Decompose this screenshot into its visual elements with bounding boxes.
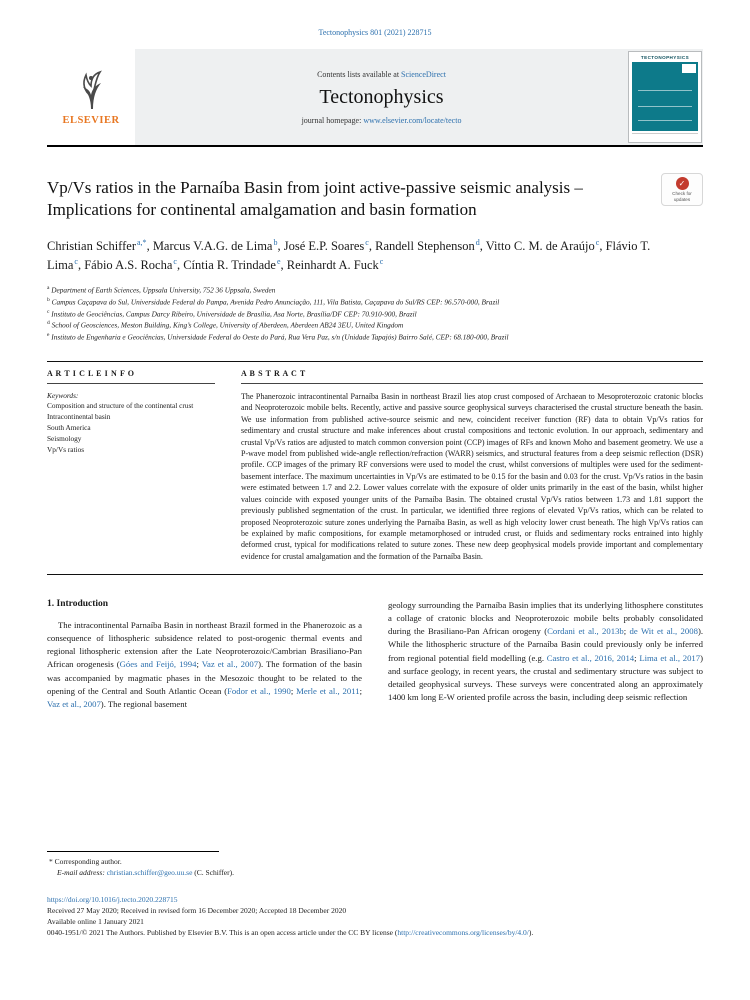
journal-header-banner: [47, 49, 703, 145]
body-two-columns: [47, 599, 703, 710]
author-affiliation-superscript[interactable]: c: [379, 256, 384, 266]
corresponding-author-note: * Corresponding author.: [49, 857, 122, 866]
author-affiliation-superscript[interactable]: a,*: [137, 237, 147, 247]
email-link[interactable]: christian.schiffer@geo.uu.se: [106, 868, 193, 878]
sciencedirect-link[interactable]: ScienceDirect: [401, 69, 446, 79]
journal-homepage-link[interactable]: www.elsevier.com/locate/tecto: [363, 115, 462, 125]
footnote-block: [47, 851, 703, 879]
author-affiliation-superscript[interactable]: b: [273, 237, 278, 247]
citation-link[interactable]: Lima et al., 2017: [639, 652, 701, 663]
intro-paragraph-left: The intracontinental Parnaíba Basin in northeast Brazil formed in the Phanerozoic as a consequence of lithospheric subsidence related to post-orogenic thermal events and regional lithospheric extension after the Late Neoproterozoic/Cambrian Brasiliano-Pan African orogenesis (Góes and Feijó, 1994; Vaz et al., 2007). The formation of the basin was accompanied by magmatic phases in the Mesozoic thought to be related to the opening of the Central and South Atlantic Ocean (Fodor et al., 1990; Merle et al., 2011; Vaz et al., 2007). The regional basement: [47, 620, 363, 709]
check-for-updates-label: Check for updates: [672, 191, 692, 202]
abstract-text: The Phanerozoic intracontinental Parnaíba Basin in northeast Brazil lies atop crust composed of Archaean to Mesoproterozoic cratonic blocks and Neoproterozoic mobile belts. Recently, active and passive source geophysical surveys characterised the crustal structure beneath the basin. We use information from published active-source seismic and new, coincident receiver function (RF) data to obtain Vp/Vs ratios for sedimentary and crustal structure and make inferences about crustal compositions and tectonic evolution. In our approach, sedimentary and crustal Vp/Vs ratios are adjusted to match common conversion point (CCP) images of RFs and known Moho and basement geometry. We use a P-wave model from published wide-angle reflection/refraction (WARR) seismics, and structural features from a deep seismic reflection (DSR) profile. CCP images of the primary RF conversions were used to model the crust, whilst conversions of multiples were used for the sediment-basement interface. The maximum uncertainties in Vp/Vs are estimated to be 0.15 for the basin and 0.03 for the crust. Vp/Vs ratios in the basin were estimated between 1.7 and 2.2. Lower values correlate with the exposure of older units primarily in the east of the basin, whilst higher values coincide with exposed younger units of the Parnaíba Basin. The obtained crustal Vp/Vs ratios between 1.73 and 1.81 support the previously published segmentation of the crust. In particular, we identified three regions of elevated Vp/Vs ratios, which can be related to proposed Neoproterozoic suture zones underlying the Parnaíba Basin, as well as high velocity lower crust beneath. The high Vp/Vs ratios can be explained by mafic compositions, for example metamorphosed or intruded crust, or fluids and sedimentary rocks entrained into highly deformed crust, typical for modifications related to suture zones. These new deep geophysical models provide important and complementary evidence for crustal amalgamation and the formation of the Parnaíba Basin.: [241, 391, 703, 561]
keywords-list: Composition and structure of the continental crust Intracontinental basin South America Seismology Vp/Vs ratios: [47, 400, 194, 454]
citation-link[interactable]: Fodor et al., 1990: [227, 685, 291, 696]
header-center: [135, 49, 628, 145]
contents-line: [317, 70, 446, 79]
homepage-prefix-text: journal homepage:: [301, 115, 364, 125]
author-list: Christian Schiffer$^{a,*}$, Marcus V.A.G. de Lima$^b$, José E.P. Soares$^c$, Randell Stephenson$^d$, Vitto C. M. de Araújo$^c$, Flávio T. Lima$^c$, Fábio A.S. Rocha$^c$, Cíntia R. Trindade$^e$, Reinhardt A. Fuck$^c$: [47, 237, 651, 272]
email-line: [57, 867, 703, 878]
crossmark-icon: ✓: [676, 177, 689, 190]
body-right-column: [388, 599, 703, 710]
journal-name: Tectonophysics: [319, 85, 444, 108]
doi-link[interactable]: https://doi.org/10.1016/j.tecto.2020.228715: [47, 895, 178, 904]
journal-cover-thumbnail[interactable]: [628, 51, 702, 143]
author-affiliation-superscript[interactable]: c: [173, 256, 177, 266]
abstract-column: [241, 369, 703, 563]
copyright-line: [47, 927, 703, 938]
copyright-suffix-text: ).: [528, 928, 534, 938]
email-label: E-mail address:: [57, 868, 105, 878]
cover-footer-area: [632, 133, 698, 140]
title-row: [47, 177, 703, 222]
keywords-label: Keywords:: [47, 390, 79, 400]
author-affiliation-superscript[interactable]: c: [365, 237, 369, 247]
article-info-heading: A R T I C L E I N F O: [47, 369, 215, 384]
contents-prefix-text: Contents lists available at: [317, 69, 402, 79]
footnote-divider-rule: [47, 851, 219, 852]
author-affiliation-superscript[interactable]: e: [276, 256, 281, 266]
citation-link[interactable]: Castro et al., 2016, 2014: [546, 652, 635, 663]
body-left-column: [47, 599, 362, 710]
received-dates-line: Received 27 May 2020; Received in revised form 16 December 2020; Accepted 18 December 2020: [47, 906, 347, 916]
elsevier-logo[interactable]: [47, 49, 135, 145]
affiliation-list: $^a$ Department of Earth Sciences, Uppsala University, 752 36 Uppsala, Sweden $^b$ Campus Caçapava do Sul, Universidade Federal do Pampa, Avenida Pedro Anunciação, 111, Vila Batista, Caçapava do Sul/RS CEP: 96.570-000, Brazil $^c$ Instituto de Geociências, Campus Darcy Ribeiro, Universidade de Brasília, Asa Norte, Brasília/DF CEP: 70.910-900, Brazil $^d$ School of Geosciences, Meston Building, King’s College, University of Aberdeen, Aberdeen AB24 3EU, United Kingdom $^e$ Instituto de Engenharia e Geociências, Universidade Federal do Oeste do Pará, Rua Vera Paz, s/n (Unidade Tapajós) Bairro Salé, CEP: 68.180-000, Brazil: [47, 285, 509, 342]
citation-link[interactable]: Vaz et al., 2007: [47, 698, 101, 709]
article-info-abstract-section: [47, 361, 703, 576]
elsevier-tree-icon: [74, 69, 108, 113]
author-affiliation-superscript[interactable]: c: [74, 256, 78, 266]
citation-link[interactable]: Merle et al., 2011: [296, 685, 360, 696]
author-affiliation-superscript[interactable]: c: [595, 237, 600, 247]
section-heading-introduction: 1. Introduction: [47, 599, 109, 610]
author-affiliation-superscript[interactable]: d: [475, 237, 480, 247]
citation-link[interactable]: Cordani et al., 2013b: [547, 626, 624, 637]
footer-block: [47, 894, 703, 938]
cover-art-image: [632, 62, 698, 131]
cc-license-link[interactable]: http://creativecommons.org/licenses/by/4.0/: [397, 928, 529, 938]
citation-link[interactable]: Vaz et al., 2007: [201, 659, 259, 670]
abstract-heading: A B S T R A C T: [241, 369, 703, 384]
cover-barcode: [682, 64, 696, 73]
article-title: Vp/Vs ratios in the Parnaíba Basin from joint active-passive seismic analysis – Implications for continental amalgamation and basin formation: [47, 178, 583, 220]
homepage-line: [302, 116, 462, 125]
available-online-line: Available online 1 January 2021: [47, 917, 144, 927]
copyright-text: 0040-1951/© 2021 The Authors. Published by Elsevier B.V. This is an open access article under the CC BY license (: [47, 928, 398, 938]
check-for-updates-badge[interactable]: [661, 173, 703, 206]
cover-masthead-text: TECTONOPHYSICS: [640, 55, 690, 60]
citation-link[interactable]: Góes and Feijó, 1994: [119, 659, 197, 670]
elsevier-wordmark: ELSEVIER: [62, 114, 120, 126]
header-divider-rule: [47, 145, 703, 147]
email-suffix-text: (C. Schiffer).: [192, 868, 234, 878]
journal-reference-link[interactable]: Tectonophysics 801 (2021) 228715: [318, 28, 432, 37]
article-info-column: [47, 369, 215, 563]
citation-link[interactable]: de Wit et al., 2008: [629, 626, 698, 637]
intro-paragraph-right: geology surrounding the Parnaíba Basin implies that its underlying lithosphere constitutes a collage of cratonic blocks and Neoproterozoic mobile belts probably consolidated during the Brasiliano-Pan African orogeny (Cordani et al., 2013b; de Wit et al., 2008). While the lithospheric structure of the Parnaíba Basin could previously only be inferred from regional potential field modelling (e.g. Castro et al., 2016, 2014; Lima et al., 2017) and surface geology, in recent years, the crustal and sedimentary structure was subject to detailed geophysical surveys. These surveys were concentrated along an approximately 1400 km long E-W oriented profile across the basin, including deep seismic reflection: [388, 600, 704, 702]
